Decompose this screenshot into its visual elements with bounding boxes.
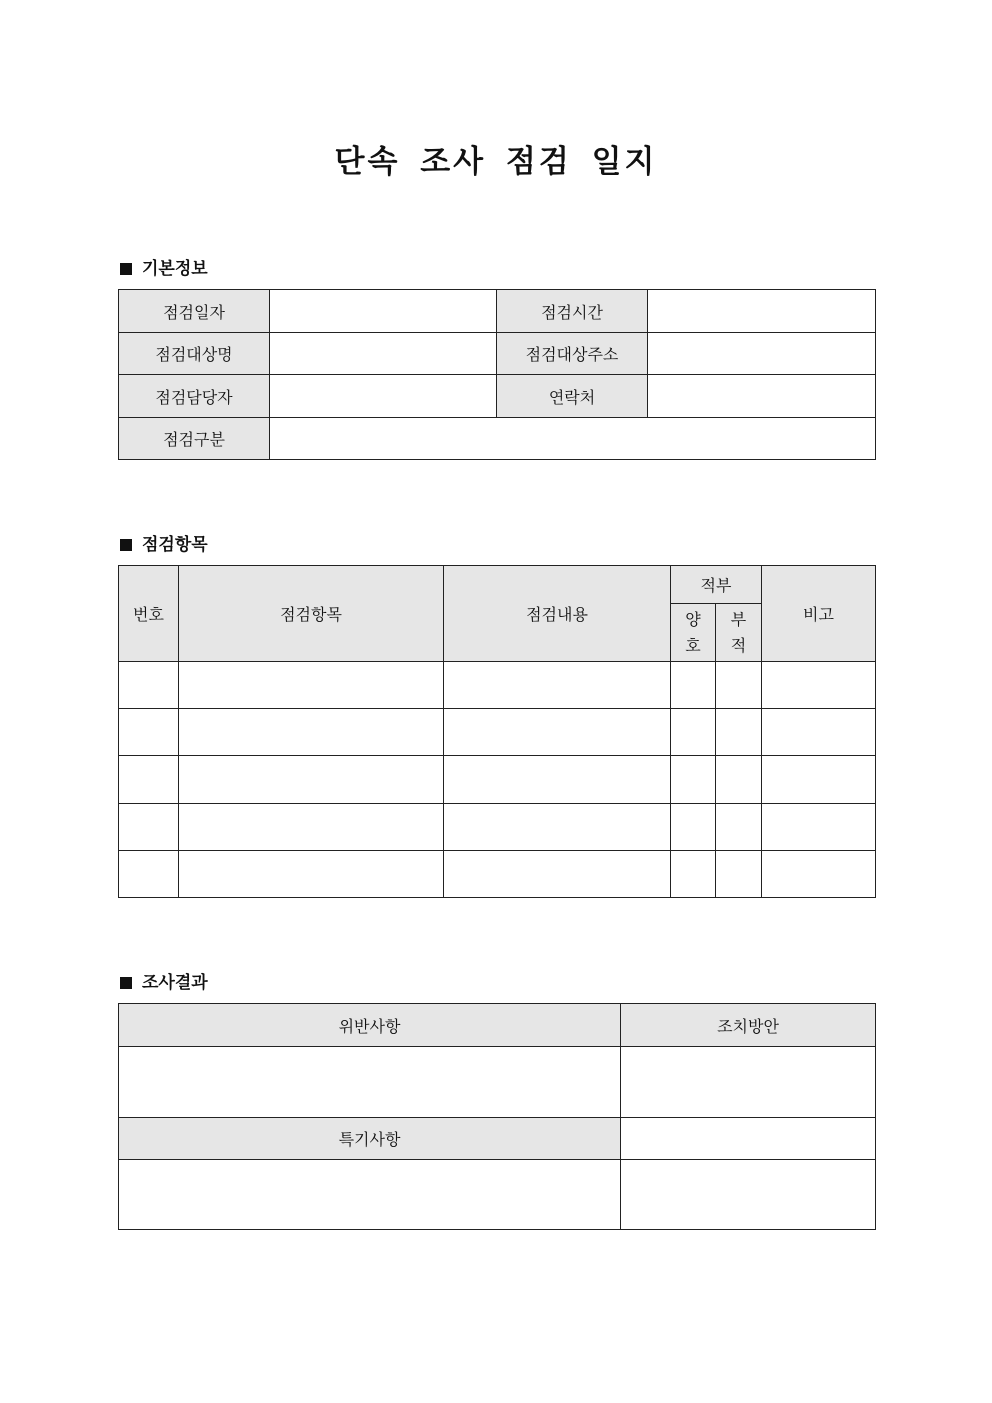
cell-item[interactable]	[179, 662, 444, 709]
inspection-date-field[interactable]	[270, 290, 497, 333]
cell-bad[interactable]	[716, 756, 762, 804]
cell-item[interactable]	[179, 851, 444, 898]
cell-good[interactable]	[671, 662, 716, 709]
table-row	[119, 709, 876, 756]
square-bullet-icon	[120, 539, 132, 551]
header-bad-char-1: 부	[730, 609, 747, 629]
header-violation: 위반사항	[119, 1004, 621, 1047]
table-row	[119, 756, 876, 804]
cell-item[interactable]	[179, 709, 444, 756]
cell-note[interactable]	[762, 851, 876, 898]
cell-good[interactable]	[671, 851, 716, 898]
cell-number[interactable]	[119, 851, 179, 898]
header-good-char-1: 양	[685, 609, 701, 629]
action-field[interactable]	[621, 1047, 876, 1118]
inspection-time-field[interactable]	[648, 290, 876, 333]
cell-note[interactable]	[762, 662, 876, 709]
section-heading-label: 조사결과	[142, 973, 208, 993]
cell-note[interactable]	[762, 709, 876, 756]
cell-bad[interactable]	[716, 709, 762, 756]
header-action: 조치방안	[621, 1004, 876, 1047]
cell-item[interactable]	[179, 804, 444, 851]
header-remarks: 특기사항	[119, 1118, 621, 1160]
cell-content[interactable]	[444, 709, 671, 756]
target-name-field[interactable]	[270, 333, 497, 375]
cell-bad[interactable]	[716, 662, 762, 709]
cell-note[interactable]	[762, 756, 876, 804]
header-conformity: 적부	[671, 566, 762, 604]
header-bad	[716, 604, 762, 662]
section-heading-label: 점검항목	[142, 535, 208, 555]
section-heading-label: 기본정보	[142, 259, 208, 279]
header-good-char-2: 호	[685, 635, 701, 655]
cell-number[interactable]	[119, 804, 179, 851]
table-row	[119, 851, 876, 898]
label-target-name: 점검대상명	[119, 333, 270, 375]
header-bad-char-2: 적	[730, 635, 747, 655]
header-number: 번호	[119, 566, 179, 662]
section-heading-results	[120, 968, 208, 993]
cell-content[interactable]	[444, 851, 671, 898]
inspector-field[interactable]	[270, 375, 497, 418]
header-note: 비고	[762, 566, 876, 662]
violation-field[interactable]	[119, 1047, 621, 1118]
cell-content[interactable]	[444, 662, 671, 709]
cell-number[interactable]	[119, 662, 179, 709]
cell-good[interactable]	[671, 709, 716, 756]
inspection-items-table	[118, 565, 876, 898]
table-row	[119, 662, 876, 709]
label-contact: 연락처	[497, 375, 648, 418]
remarks-side-field[interactable]	[621, 1118, 876, 1160]
cell-bad[interactable]	[716, 851, 762, 898]
label-inspection-time: 점검시간	[497, 290, 648, 333]
contact-field[interactable]	[648, 375, 876, 418]
header-item: 점검항목	[179, 566, 444, 662]
results-table	[118, 1003, 876, 1230]
cell-number[interactable]	[119, 709, 179, 756]
cell-number[interactable]	[119, 756, 179, 804]
section-heading-inspection-items	[120, 530, 208, 555]
header-content: 점검내용	[444, 566, 671, 662]
header-good	[671, 604, 716, 662]
square-bullet-icon	[120, 263, 132, 275]
inspection-category-field[interactable]	[270, 418, 876, 460]
label-target-address: 점검대상주소	[497, 333, 648, 375]
label-inspection-date: 점검일자	[119, 290, 270, 333]
remarks-field[interactable]	[119, 1160, 621, 1230]
section-heading-basic-info	[120, 254, 208, 279]
cell-good[interactable]	[671, 756, 716, 804]
label-inspection-category: 점검구분	[119, 418, 270, 460]
page-title: 단속 조사 점검 일지	[334, 144, 658, 180]
table-row	[119, 804, 876, 851]
cell-note[interactable]	[762, 804, 876, 851]
target-address-field[interactable]	[648, 333, 876, 375]
cell-content[interactable]	[444, 756, 671, 804]
square-bullet-icon	[120, 977, 132, 989]
remarks-side-field-2[interactable]	[621, 1160, 876, 1230]
label-inspector: 점검담당자	[119, 375, 270, 418]
basic-info-table	[118, 289, 876, 460]
cell-content[interactable]	[444, 804, 671, 851]
cell-good[interactable]	[671, 804, 716, 851]
cell-item[interactable]	[179, 756, 444, 804]
cell-bad[interactable]	[716, 804, 762, 851]
